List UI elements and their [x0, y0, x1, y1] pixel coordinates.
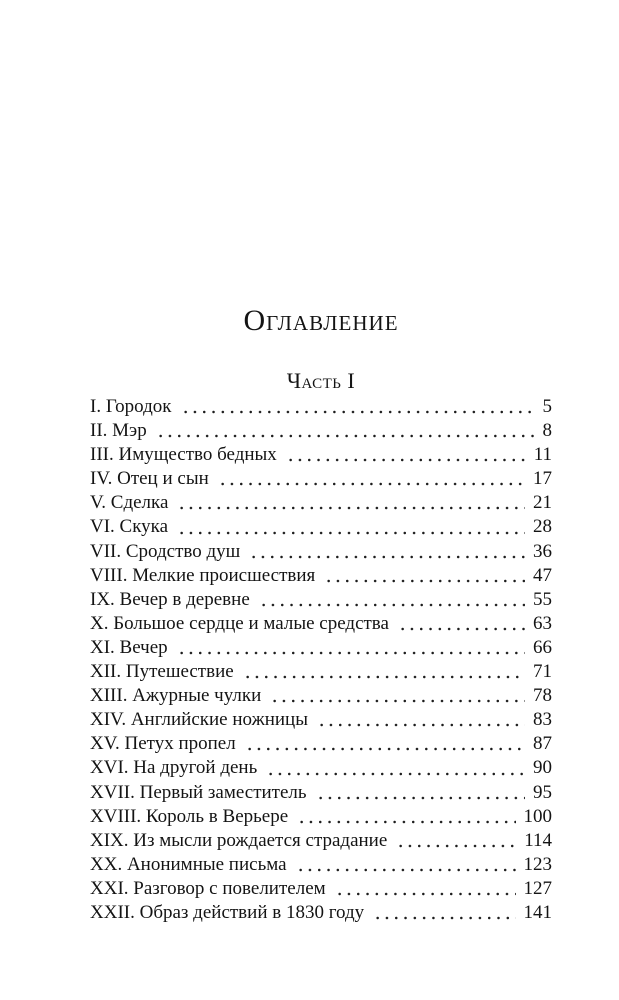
chapter-label: II. Мэр [90, 420, 147, 442]
dot-leader [335, 892, 516, 896]
page-number: 36 [533, 540, 552, 562]
page-number: 95 [533, 781, 552, 803]
dot-leader [218, 482, 525, 486]
page-number: 17 [533, 468, 552, 490]
toc-row [90, 708, 552, 732]
toc-row [90, 853, 552, 877]
dot-leader [181, 410, 535, 414]
chapter-label: XVII. Первый заместитель [90, 781, 307, 803]
page-number: 71 [533, 661, 552, 683]
dot-leader [317, 723, 525, 727]
toc-row [90, 540, 552, 564]
page-number: 141 [523, 901, 552, 923]
dot-leader [266, 772, 525, 776]
toc-row [90, 564, 552, 588]
toc-row [90, 660, 552, 684]
page-number: 55 [533, 588, 552, 610]
toc-row [90, 515, 552, 539]
toc-row [90, 684, 552, 708]
toc-row [90, 732, 552, 756]
toc-row [90, 636, 552, 660]
dot-leader [296, 868, 516, 872]
toc-row [90, 805, 552, 829]
toc-row [90, 781, 552, 805]
dot-leader [396, 844, 516, 848]
toc-heading: Оглавление [243, 304, 399, 337]
chapter-label: XVI. На другой день [90, 757, 258, 779]
toc-row [90, 756, 552, 780]
dot-leader [324, 579, 525, 583]
chapter-label: VIII. Мелкие происшествия [90, 564, 316, 586]
page-number: 114 [524, 829, 552, 851]
dot-leader [398, 627, 525, 631]
dot-leader [177, 651, 525, 655]
dot-leader [259, 603, 525, 607]
chapter-label: X. Большое сердце и малые средства [90, 612, 389, 634]
toc-row [90, 419, 552, 443]
page-number: 87 [533, 733, 552, 755]
chapter-label: I. Городок [90, 396, 172, 417]
dot-leader [177, 506, 525, 510]
chapter-label: IV. Отец и сын [90, 468, 209, 490]
page-number: 28 [533, 516, 552, 538]
page-number: 21 [533, 492, 552, 514]
chapter-label: XXI. Разговор с повелителем [90, 877, 326, 899]
page-number: 63 [533, 612, 552, 634]
toc-row [90, 588, 552, 612]
page-number: 123 [523, 853, 552, 875]
chapter-label: VI. Скука [90, 516, 169, 538]
chapter-label: V. Сделка [90, 492, 169, 514]
dot-leader [156, 434, 535, 438]
dot-leader [243, 675, 525, 679]
dot-leader [373, 916, 515, 920]
chapter-label: XIII. Ажурные чулки [90, 685, 262, 707]
dot-leader [270, 699, 525, 703]
part-heading: Часть I [286, 368, 356, 393]
toc-list [90, 395, 552, 925]
chapter-label: VII. Сродство душ [90, 540, 241, 562]
dot-leader [286, 458, 526, 462]
toc-row [90, 877, 552, 901]
chapter-label: XXII. Образ действий в 1830 году [90, 901, 365, 923]
chapter-label: XX. Анонимные письма [90, 853, 287, 875]
toc-row [90, 901, 552, 925]
chapter-label: XII. Путешествие [90, 661, 234, 683]
page-number: 78 [533, 685, 552, 707]
dot-leader [316, 796, 525, 800]
chapter-label: XIX. Из мысли рождается страдание [90, 829, 388, 851]
page-number: 47 [533, 564, 552, 586]
dot-leader [297, 820, 515, 824]
page-number: 11 [533, 444, 552, 466]
page-number: 127 [523, 877, 552, 899]
toc-row [90, 395, 552, 419]
chapter-label: XI. Вечер [90, 636, 168, 658]
dot-leader [249, 555, 525, 559]
chapter-label: XVIII. Король в Верьере [90, 805, 289, 827]
chapter-label: XIV. Английские ножницы [90, 709, 308, 731]
page-number: 8 [542, 420, 552, 442]
page-number: 90 [533, 757, 552, 779]
page-number: 5 [542, 396, 552, 417]
page-number: 83 [533, 709, 552, 731]
page-number: 100 [523, 805, 552, 827]
chapter-label: III. Имущество бедных [90, 444, 277, 466]
toc-row [90, 612, 552, 636]
page-number: 66 [533, 636, 552, 658]
toc-row [90, 491, 552, 515]
dot-leader [245, 747, 525, 751]
toc-row [90, 467, 552, 491]
chapter-label: IX. Вечер в деревне [90, 588, 250, 610]
toc-content [90, 0, 552, 925]
toc-row [90, 829, 552, 853]
toc-row [90, 443, 552, 467]
dot-leader [177, 531, 525, 535]
chapter-label: XV. Петух пропел [90, 733, 236, 755]
